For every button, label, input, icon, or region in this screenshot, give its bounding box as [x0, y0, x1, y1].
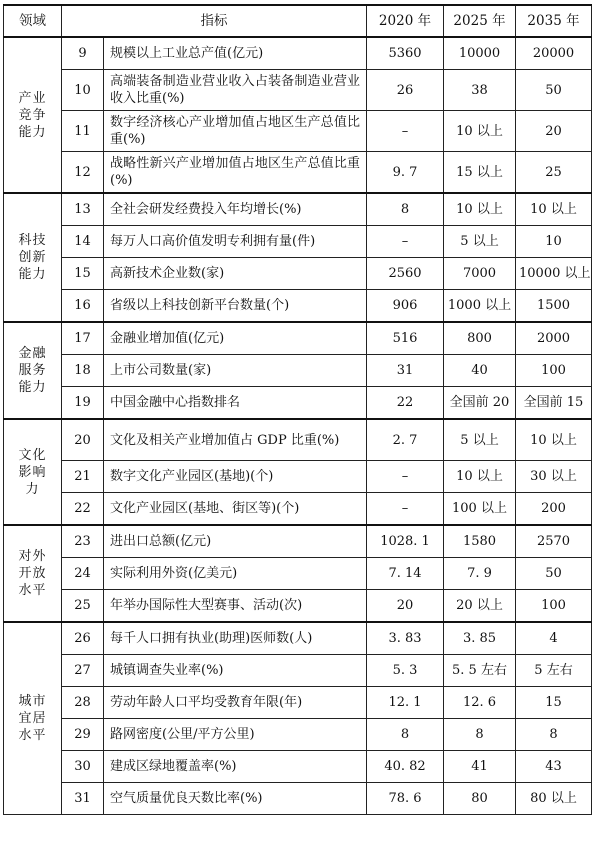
value-2035: 4 — [516, 622, 592, 655]
row-number: 23 — [62, 525, 104, 558]
value-2025: 20 以上 — [444, 590, 516, 623]
value-2020: – — [367, 111, 444, 152]
table-row — [4, 622, 592, 655]
value-2020: 26 — [367, 70, 444, 111]
indicator-name: 建成区绿地覆盖率(%) — [104, 751, 367, 783]
value-2020: 78. 6 — [367, 783, 444, 815]
indicator-name: 数字文化产业园区(基地)(个) — [104, 461, 367, 493]
value-2025: 41 — [444, 751, 516, 783]
value-2035: 50 — [516, 558, 592, 590]
indicator-name: 上市公司数量(家) — [104, 355, 367, 387]
value-2035: 200 — [516, 493, 592, 526]
value-2020: 9. 7 — [367, 152, 444, 194]
value-2025: 全国前 20 — [444, 387, 516, 420]
row-number: 29 — [62, 719, 104, 751]
value-2025: 40 — [444, 355, 516, 387]
domain-cell — [4, 419, 62, 525]
value-2020: – — [367, 461, 444, 493]
value-2035: 10 — [516, 226, 592, 258]
value-2020: 5360 — [367, 37, 444, 70]
value-2020: 1028. 1 — [367, 525, 444, 558]
row-number: 16 — [62, 290, 104, 323]
value-2035: 全国前 15 — [516, 387, 592, 420]
indicator-name: 中国金融中心指数排名 — [104, 387, 367, 420]
value-2020: 40. 82 — [367, 751, 444, 783]
domain-label: 文化影响力 — [18, 447, 47, 497]
row-number: 13 — [62, 193, 104, 226]
domain-cell — [4, 622, 62, 815]
row-number: 26 — [62, 622, 104, 655]
table-row — [4, 111, 592, 152]
indicator-name: 劳动年龄人口平均受教育年限(年) — [104, 687, 367, 719]
domain-label: 科技创新能力 — [18, 233, 47, 282]
row-number: 19 — [62, 387, 104, 420]
row-number: 21 — [62, 461, 104, 493]
value-2035: 8 — [516, 719, 592, 751]
indicator-name: 进出口总额(亿元) — [104, 525, 367, 558]
value-2035: 1500 — [516, 290, 592, 323]
row-number: 14 — [62, 226, 104, 258]
domain-cell — [4, 525, 62, 622]
value-2025: 3. 85 — [444, 622, 516, 655]
table-row — [4, 751, 592, 783]
row-number: 12 — [62, 152, 104, 194]
domain-cell — [4, 37, 62, 193]
table-row — [4, 355, 592, 387]
value-2035: 25 — [516, 152, 592, 194]
table-row — [4, 687, 592, 719]
table-row — [4, 193, 592, 226]
row-number: 10 — [62, 70, 104, 111]
header-2020: 2020 年 — [367, 5, 444, 37]
value-2020: 2. 7 — [367, 419, 444, 461]
row-number: 17 — [62, 322, 104, 355]
value-2020: 7. 14 — [367, 558, 444, 590]
value-2035: 5 左右 — [516, 655, 592, 687]
table-row — [4, 37, 592, 70]
indicator-name: 空气质量优良天数比率(%) — [104, 783, 367, 815]
value-2020: – — [367, 226, 444, 258]
header-indicator: 指标 — [62, 5, 367, 37]
indicator-name: 高新技术企业数(家) — [104, 258, 367, 290]
row-number: 24 — [62, 558, 104, 590]
value-2025: 10 以上 — [444, 193, 516, 226]
indicator-name: 规模以上工业总产值(亿元) — [104, 37, 367, 70]
value-2035: 10 以上 — [516, 419, 592, 461]
table-header — [4, 5, 592, 37]
value-2035: 100 — [516, 590, 592, 623]
value-2035: 15 — [516, 687, 592, 719]
indicator-name: 省级以上科技创新平台数量(个) — [104, 290, 367, 323]
header-2025: 2025 年 — [444, 5, 516, 37]
indicator-name: 高端装备制造业营业收入占装备制造业营业收入比重(%) — [104, 70, 367, 111]
header-2035: 2035 年 — [516, 5, 592, 37]
value-2025: 38 — [444, 70, 516, 111]
value-2025: 10000 — [444, 37, 516, 70]
row-number: 27 — [62, 655, 104, 687]
value-2020: 516 — [367, 322, 444, 355]
table-row — [4, 70, 592, 111]
domain-cell — [4, 193, 62, 322]
row-number: 25 — [62, 590, 104, 623]
value-2035: 100 — [516, 355, 592, 387]
table-row — [4, 558, 592, 590]
value-2025: 7000 — [444, 258, 516, 290]
value-2025: 15 以上 — [444, 152, 516, 194]
table-row — [4, 258, 592, 290]
value-2020: 2560 — [367, 258, 444, 290]
value-2035: 10 以上 — [516, 193, 592, 226]
row-number: 22 — [62, 493, 104, 526]
value-2025: 10 以上 — [444, 461, 516, 493]
table-row — [4, 719, 592, 751]
row-number: 18 — [62, 355, 104, 387]
value-2020: 8 — [367, 719, 444, 751]
row-number: 30 — [62, 751, 104, 783]
value-2035: 80 以上 — [516, 783, 592, 815]
domain-label: 产业竞争能力 — [18, 90, 47, 140]
domain-cell — [4, 322, 62, 419]
table-row — [4, 525, 592, 558]
table-row — [4, 322, 592, 355]
value-2025: 10 以上 — [444, 111, 516, 152]
indicator-name: 实际利用外资(亿美元) — [104, 558, 367, 590]
indicator-name: 战略性新兴产业增加值占地区生产总值比重(%) — [104, 152, 367, 194]
table-body — [4, 37, 592, 815]
table-row — [4, 783, 592, 815]
indicator-name: 文化及相关产业增加值占 GDP 比重(%) — [104, 419, 367, 461]
value-2025: 7. 9 — [444, 558, 516, 590]
indicator-name: 全社会研发经费投入年均增长(%) — [104, 193, 367, 226]
value-2020: 31 — [367, 355, 444, 387]
value-2035: 50 — [516, 70, 592, 111]
indicator-name: 年举办国际性大型赛事、活动(次) — [104, 590, 367, 623]
table-row — [4, 461, 592, 493]
row-number: 9 — [62, 37, 104, 70]
value-2035: 10000 以上 — [516, 258, 592, 290]
domain-label: 对外开放水平 — [18, 549, 47, 598]
value-2035: 43 — [516, 751, 592, 783]
header-domain: 领域 — [4, 5, 62, 37]
value-2020: 906 — [367, 290, 444, 323]
value-2025: 1580 — [444, 525, 516, 558]
domain-label: 金融服务能力 — [18, 346, 47, 395]
value-2025: 5. 5 左右 — [444, 655, 516, 687]
value-2020: 12. 1 — [367, 687, 444, 719]
indicator-name: 城镇调查失业率(%) — [104, 655, 367, 687]
indicator-name: 文化产业园区(基地、街区等)(个) — [104, 493, 367, 526]
value-2035: 2000 — [516, 322, 592, 355]
value-2020: 22 — [367, 387, 444, 420]
row-number: 31 — [62, 783, 104, 815]
value-2035: 30 以上 — [516, 461, 592, 493]
value-2025: 100 以上 — [444, 493, 516, 526]
value-2025: 80 — [444, 783, 516, 815]
value-2025: 800 — [444, 322, 516, 355]
indicator-name: 金融业增加值(亿元) — [104, 322, 367, 355]
table-row — [4, 590, 592, 623]
indicator-name: 每万人口高价值发明专利拥有量(件) — [104, 226, 367, 258]
indicator-name: 路网密度(公里/平方公里) — [104, 719, 367, 751]
value-2020: 8 — [367, 193, 444, 226]
value-2035: 20000 — [516, 37, 592, 70]
row-number: 20 — [62, 419, 104, 461]
table-row — [4, 152, 592, 194]
value-2020: 20 — [367, 590, 444, 623]
table-row — [4, 655, 592, 687]
value-2035: 2570 — [516, 525, 592, 558]
table-row — [4, 419, 592, 461]
indicator-table — [3, 4, 592, 815]
domain-label: 城市宜居水平 — [18, 694, 47, 743]
value-2035: 20 — [516, 111, 592, 152]
value-2020: 3. 83 — [367, 622, 444, 655]
indicator-name: 每千人口拥有执业(助理)医师数(人) — [104, 622, 367, 655]
value-2025: 1000 以上 — [444, 290, 516, 323]
row-number: 28 — [62, 687, 104, 719]
row-number: 15 — [62, 258, 104, 290]
table-row — [4, 290, 592, 323]
value-2020: – — [367, 493, 444, 526]
value-2025: 12. 6 — [444, 687, 516, 719]
table-row — [4, 226, 592, 258]
value-2025: 8 — [444, 719, 516, 751]
value-2025: 5 以上 — [444, 419, 516, 461]
indicator-name: 数字经济核心产业增加值占地区生产总值比重(%) — [104, 111, 367, 152]
value-2025: 5 以上 — [444, 226, 516, 258]
value-2020: 5. 3 — [367, 655, 444, 687]
table-row — [4, 493, 592, 526]
row-number: 11 — [62, 111, 104, 152]
table-row — [4, 387, 592, 420]
